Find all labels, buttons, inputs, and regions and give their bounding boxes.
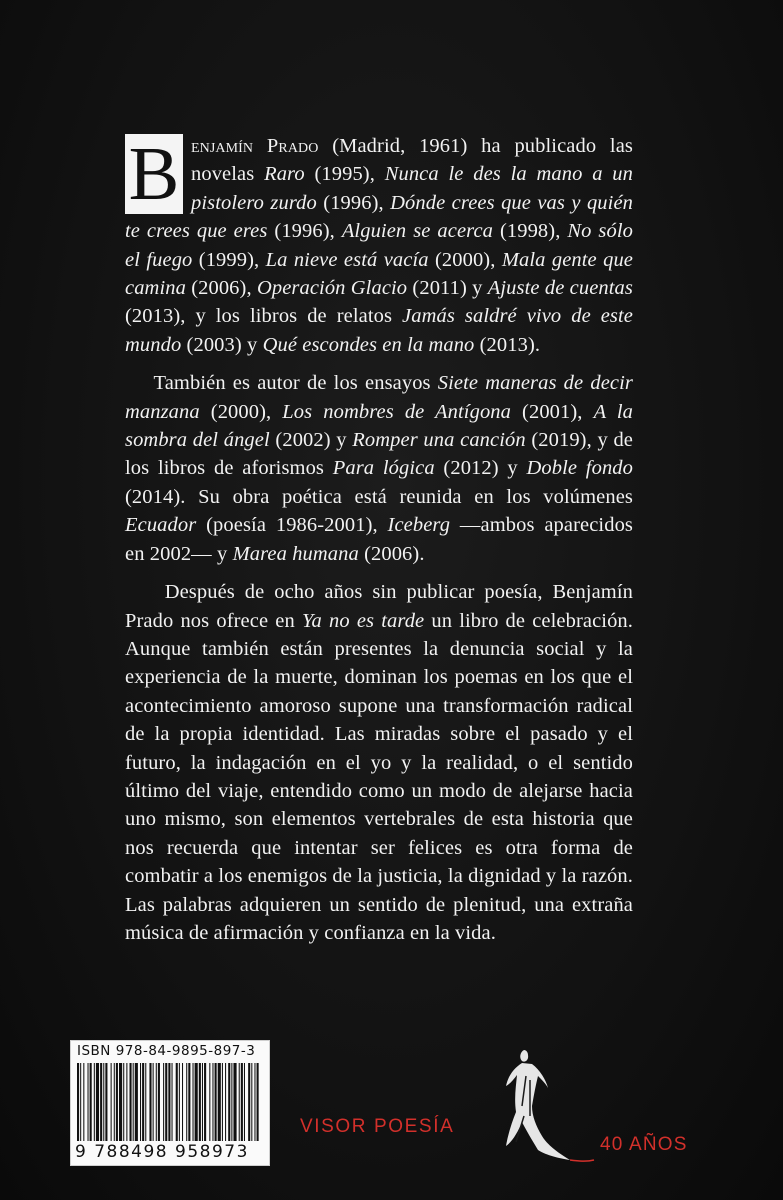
barcode-bar [83,1063,84,1141]
barcode-bar [199,1063,201,1141]
barcode-number: 9 788498 958973 [75,1142,249,1162]
barcode-bar [244,1063,245,1141]
series-label: VISOR POESÍA [300,1116,455,1137]
book-title: Ya no es tarde [301,609,425,632]
book-title: Siete maneras de decir manzana [125,372,633,423]
essays-text: (2012) y [434,457,527,480]
bio-text: (Madrid, 1961) ha publicado las novelas [191,135,633,186]
barcode-bar [186,1063,187,1141]
bio-text: (2006), [185,277,257,300]
book-title: Los nombres de Antígona [282,400,512,423]
essays-text: (2014). Su obra poética está reunida en los volúmenes [125,485,633,508]
essays-text: (2019), y de los libros de aforismos [125,429,633,480]
barcode-bars [77,1063,263,1143]
isbn-barcode [70,1040,270,1166]
bio-text: (2003) y [181,333,263,356]
synopsis-text: Después de ocho años sin publicar poesía, Benjamín Prado nos ofrece en [125,581,633,632]
barcode-bar [96,1063,99,1141]
essays-text: (2001), [511,400,594,423]
barcode-bar [165,1063,167,1141]
dancing-figure-icon [486,1046,596,1166]
barcode-bar [188,1063,190,1141]
essays-text: (2002) y [269,429,353,452]
barcode-bar [116,1063,118,1141]
essays-text: (2006). [358,542,425,565]
book-title: Romper una canción [352,429,526,452]
paragraph-author-bio [125,132,633,359]
dropcap-letter: B [125,134,183,214]
book-title: Marea humana [232,542,359,565]
synopsis-text: un libro de celebración. Aunque también están presentes la denuncia social y la experiencia de la muerte, dominan los poemas en los que el acontecimiento amoroso supone una transformación radical de la propia identidad. Las miradas sobre el pasado y el futuro, la indagación en el yo y la realidad, o el sentido último del viaje, entendido como un modo de alejarse hacia uno mismo, son elementos vertebrales de esta historia que nos recuerda que intentar ser felices es otra forma de combatir a los enemigos de la justicia, la dignidad y la razón. Las palabras adquieren un sentido de plenitud, una extraña música de afirmación y confianza en la vida. [125,609,633,944]
barcode-bar [153,1063,154,1141]
book-title: Para lógica [332,457,435,480]
book-title: A la sombra del ángel [125,400,633,452]
book-title: Iceberg [387,514,451,537]
book-title: Ecuador [125,514,197,537]
barcode-bar [228,1063,230,1141]
book-title: Mala gente que camina [125,248,633,300]
book-title: Doble fondo [526,457,633,480]
barcode-bar [149,1063,151,1141]
paragraph-synopsis [125,578,633,947]
barcode-bar [111,1063,112,1141]
barcode-bar [114,1063,115,1141]
barcode-bar [168,1063,170,1141]
barcode-bar [182,1063,183,1141]
barcode-bar [88,1063,89,1141]
essays-text: También es autor de los ensayos [153,372,438,395]
barcode-bar [133,1063,134,1141]
barcode-bar [215,1063,217,1141]
barcode-bar [179,1063,180,1141]
essays-text: (2000), [199,400,283,423]
essays-text: —ambos aparecidos en 2002— y [125,514,633,565]
barcode-bar [163,1063,164,1141]
barcode-bar [251,1063,252,1141]
barcode-bar [172,1063,173,1141]
barcode-bar [222,1063,223,1141]
barcode-bar [77,1063,79,1141]
barcode-bar [123,1063,124,1141]
barcode-bar [233,1063,236,1141]
bio-text: (1996), [267,220,342,243]
book-title: La nieve está vacía [265,248,429,271]
barcode-bar [225,1063,226,1141]
bio-text: (2011) y [407,277,488,300]
barcode-bar [193,1063,194,1141]
barcode-bar [176,1063,178,1141]
barcode-bar [142,1063,144,1141]
barcode-bar [135,1063,138,1141]
bio-text: (1998), [493,220,568,243]
barcode-bar [145,1063,146,1141]
barcode-bar [239,1063,240,1141]
barcode-bar [218,1063,221,1141]
barcode-bar [156,1063,157,1141]
barcode-bar [254,1063,255,1141]
barcode-bar [90,1063,92,1141]
barcode-bar [241,1063,243,1141]
barcode-bar [130,1063,132,1141]
barcode-bar [158,1063,160,1141]
barcode-bar [126,1063,127,1141]
essays-text: (poesía 1986-2001), [196,514,388,537]
barcode-bar [94,1063,95,1141]
barcode-bar [105,1063,107,1141]
barcode-bar [202,1063,203,1141]
bio-text: (2013), y los libros de relatos [125,305,403,328]
blurb-text [125,132,633,947]
anniversary-label: 40 AÑOS [600,1134,688,1155]
barcode-bar [231,1063,232,1141]
barcode-bar [204,1063,206,1141]
book-title: Raro [264,163,305,186]
book-title: Operación Glacio [256,277,408,300]
book-title: Dónde crees que vas y quién te crees que eres [125,191,633,243]
book-title: Nunca le des la mano a un pistolero zurdo [191,163,633,214]
barcode-bar [100,1063,102,1141]
barcode-bar [248,1063,250,1141]
bio-text: (1995), [304,163,385,186]
barcode-bar [257,1063,259,1141]
book-title: Alguien se acerca [341,220,494,243]
barcode-bar [212,1063,213,1141]
paragraph-essays [125,369,633,568]
barcode-bar [119,1063,122,1141]
isbn-label: ISBN 978-84-9895-897-3 [77,1043,256,1059]
barcode-bar [195,1063,198,1141]
bio-text: (2000), [428,248,502,271]
barcode-bar [103,1063,104,1141]
book-title: Jamás saldré vivo de este mundo [125,305,634,356]
bio-text: (1999), [192,248,266,271]
book-title: Ajuste de cuentas [487,277,633,300]
barcode-bar [209,1063,210,1141]
author-name-rest: enjamín Prado [191,135,319,157]
bio-text: (2013). [474,333,541,356]
barcode-bar [80,1063,81,1141]
book-title: No sólo el fuego [125,220,633,271]
barcode-bar [140,1063,141,1141]
book-title: Qué escondes en la mano [262,333,475,356]
bio-text: (1996), [316,191,391,214]
